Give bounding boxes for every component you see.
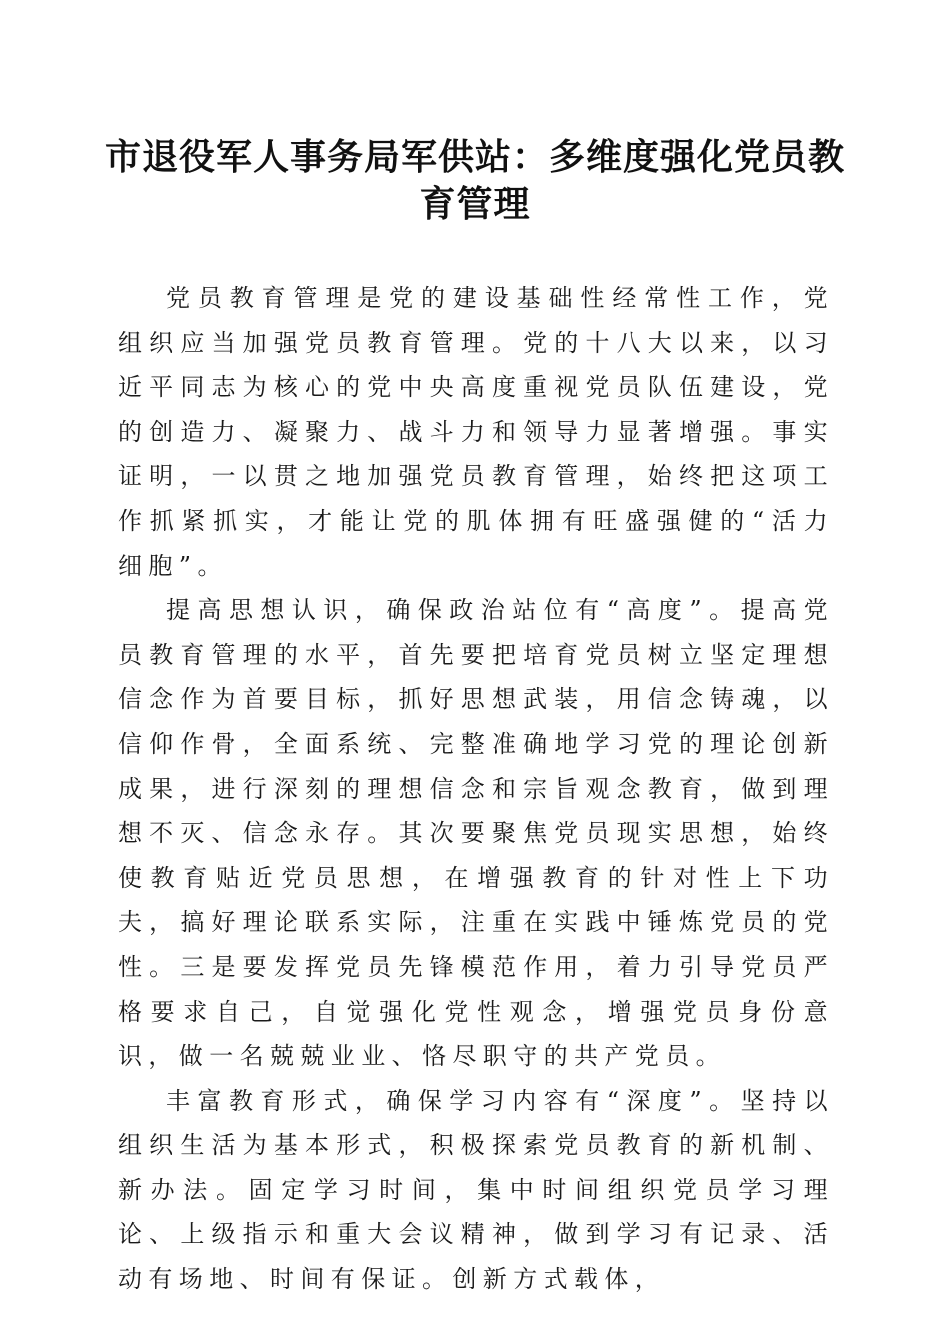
paragraph-2: 提高思想认识，确保政治站位有“高度”。提高党员教育管理的水平，首先要把培育党员树立坚定理想信念作为首要目标，抓好思想武装，用信念铸魂，以信仰作骨，全面系统、完整准确地学习党的理论创新成果，进行深刻的理想信念和宗旨观念教育，做到理想不灭、信念永存。其次要聚焦党员现实思想，始终使教育贴近党员思想，在增强教育的针对性上下功夫，搞好理论联系实际，注重在实践中锤炼党员的党性。三是要发挥党员先锋模范作用，着力引导党员严格要求自己，自觉强化党性观念，增强党员身份意识，做一名兢兢业业、恪尽职守的共产党员。 — [118, 596, 834, 1071]
document-body — [118, 276, 834, 1302]
paragraph-3: 丰富教育形式，确保学习内容有“深度”。坚持以组织生活为基本形式，积极探索党员教育的新机制、新办法。固定学习时间，集中时间组织党员学习理论、上级指示和重大会议精神，做到学习有记录、活动有场地、时间有保证。创新方式载体， — [118, 1086, 834, 1294]
paragraph-1: 党员教育管理是党的建设基础性经常性工作，党组织应当加强党员教育管理。党的十八大以来，以习近平同志为核心的党中央高度重视党员队伍建设，党的创造力、凝聚力、战斗力和领导力显著增强。事实证明，一以贯之地加强党员教育管理，始终把这项工作抓紧抓实，才能让党的肌体拥有旺盛强健的“活力细胞”。 — [118, 284, 834, 580]
document-title: 市退役军人事务局军供站：多维度强化党员教育管理 — [104, 136, 845, 225]
